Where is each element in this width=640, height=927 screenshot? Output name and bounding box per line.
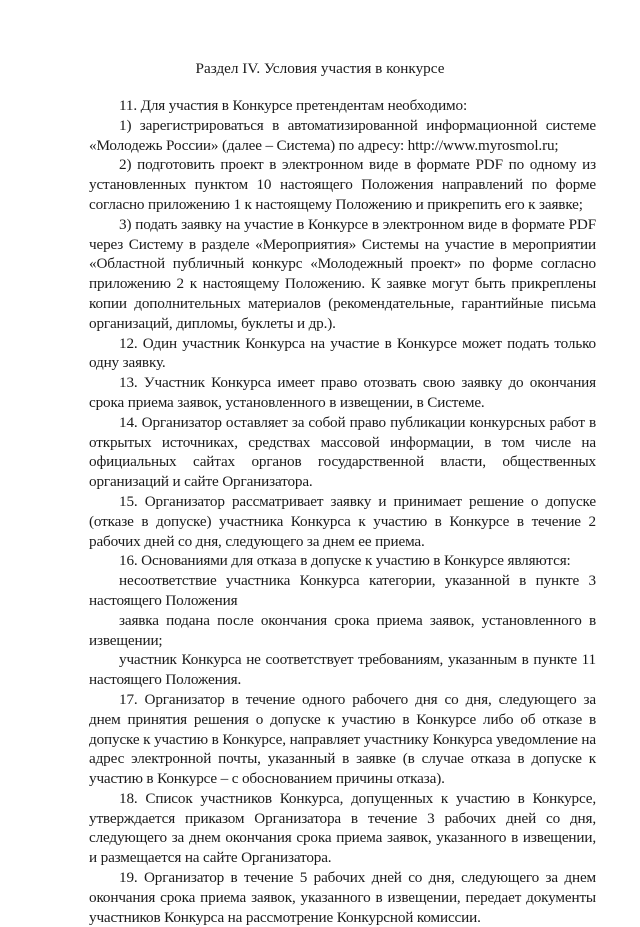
paragraph-15: 15. Организатор рассматривает заявку и принимает решение о допуске (отказе в допуске) участника Конкурса к участию в Конкурсе в течение 2 рабочих дней со дня, следующего за днем ее приема.	[89, 492, 596, 550]
paragraph-11-item-1: 1) зарегистрироваться в автоматизированной информационной системе «Молодежь России» (далее – Система) по адресу: http://www.myrosmol.ru;	[89, 116, 596, 154]
paragraph-16-reason-2: заявка подана после окончания срока приема заявок, установленного в извещении;	[89, 611, 596, 649]
paragraph-16-reason-1: несоответствие участника Конкурса категории, указанной в пункте 3 настоящего Положения	[89, 572, 596, 609]
paragraph-16: 16. Основаниями для отказа в допуске к участию в Конкурсе являются:	[119, 552, 571, 570]
paragraph-13: 13. Участник Конкурса имеет право отозвать свою заявку до окончания срока приема заявок, установленного в извещении, в Системе.	[89, 374, 596, 411]
paragraph-11-item-2: 2) подготовить проект в электронном виде в формате PDF по одному из установленных пунктом 10 настоящего Положения направлений по форме согласно приложению 1 к настоящему Положению и прикрепить его к заявке;	[89, 156, 596, 213]
paragraph-11: 11. Для участия в Конкурсе претендентам необходимо:	[119, 97, 468, 114]
paragraph-16-reason-3: участник Конкурса не соответствует требованиям, указанным в пункте 11 настоящего Положения.	[89, 651, 596, 689]
document-body	[89, 96, 596, 927]
section-title: Раздел IV. Условия участия в конкурсе	[195, 60, 445, 77]
paragraph-18: 18. Список участников Конкурса, допущенных к участию в Конкурсе, утверждается приказом Организатора в течение 3 рабочих дней со дня, следующего за днем окончания срока приема заявок, указанного в извещении, и размещается на сайте Организатора.	[89, 789, 596, 867]
paragraph-11-item-3: 3) подать заявку на участие в Конкурсе в электронном виде в формате PDF через Систему в разделе «Мероприятия» Системы на участие в мероприятии «Областной публичный конкурс «Молодежный проект» по форме согласно приложению 2 к настоящему Положению. К заявке могут быть прикреплены копии дополнительных материалов (рекомендательные, гарантийные письма организаций, дипломы, буклеты и др.).	[89, 215, 596, 332]
paragraph-19: 19. Организатор в течение 5 рабочих дней со дня, следующего за днем окончания срока приема заявок, указанного в извещении, передает документы участников Конкурса на рассмотрение Конкурсной комиссии.	[89, 869, 596, 926]
paragraph-17: 17. Организатор в течение одного рабочего дня со дня, следующего за днем принятия решения о допуске к участию в Конкурсе либо об отказе в допуске к участию в Конкурсе, направляет участнику Конкурса уведомление на адрес электронной почты, указанный в заявке (в случае отказа в допуске к участию в Конкурсе – с обоснованием причины отказа).	[89, 690, 596, 788]
paragraph-12: 12. Один участник Конкурса на участие в Конкурсе может подать только одну заявку.	[89, 334, 596, 372]
paragraph-14: 14. Организатор оставляет за собой право публикации конкурсных работ в открытых источниках, средствах массовой информации, в том числе на официальных сайтах органов государственной власти, общественных организаций и сайте Организатора.	[89, 413, 596, 491]
